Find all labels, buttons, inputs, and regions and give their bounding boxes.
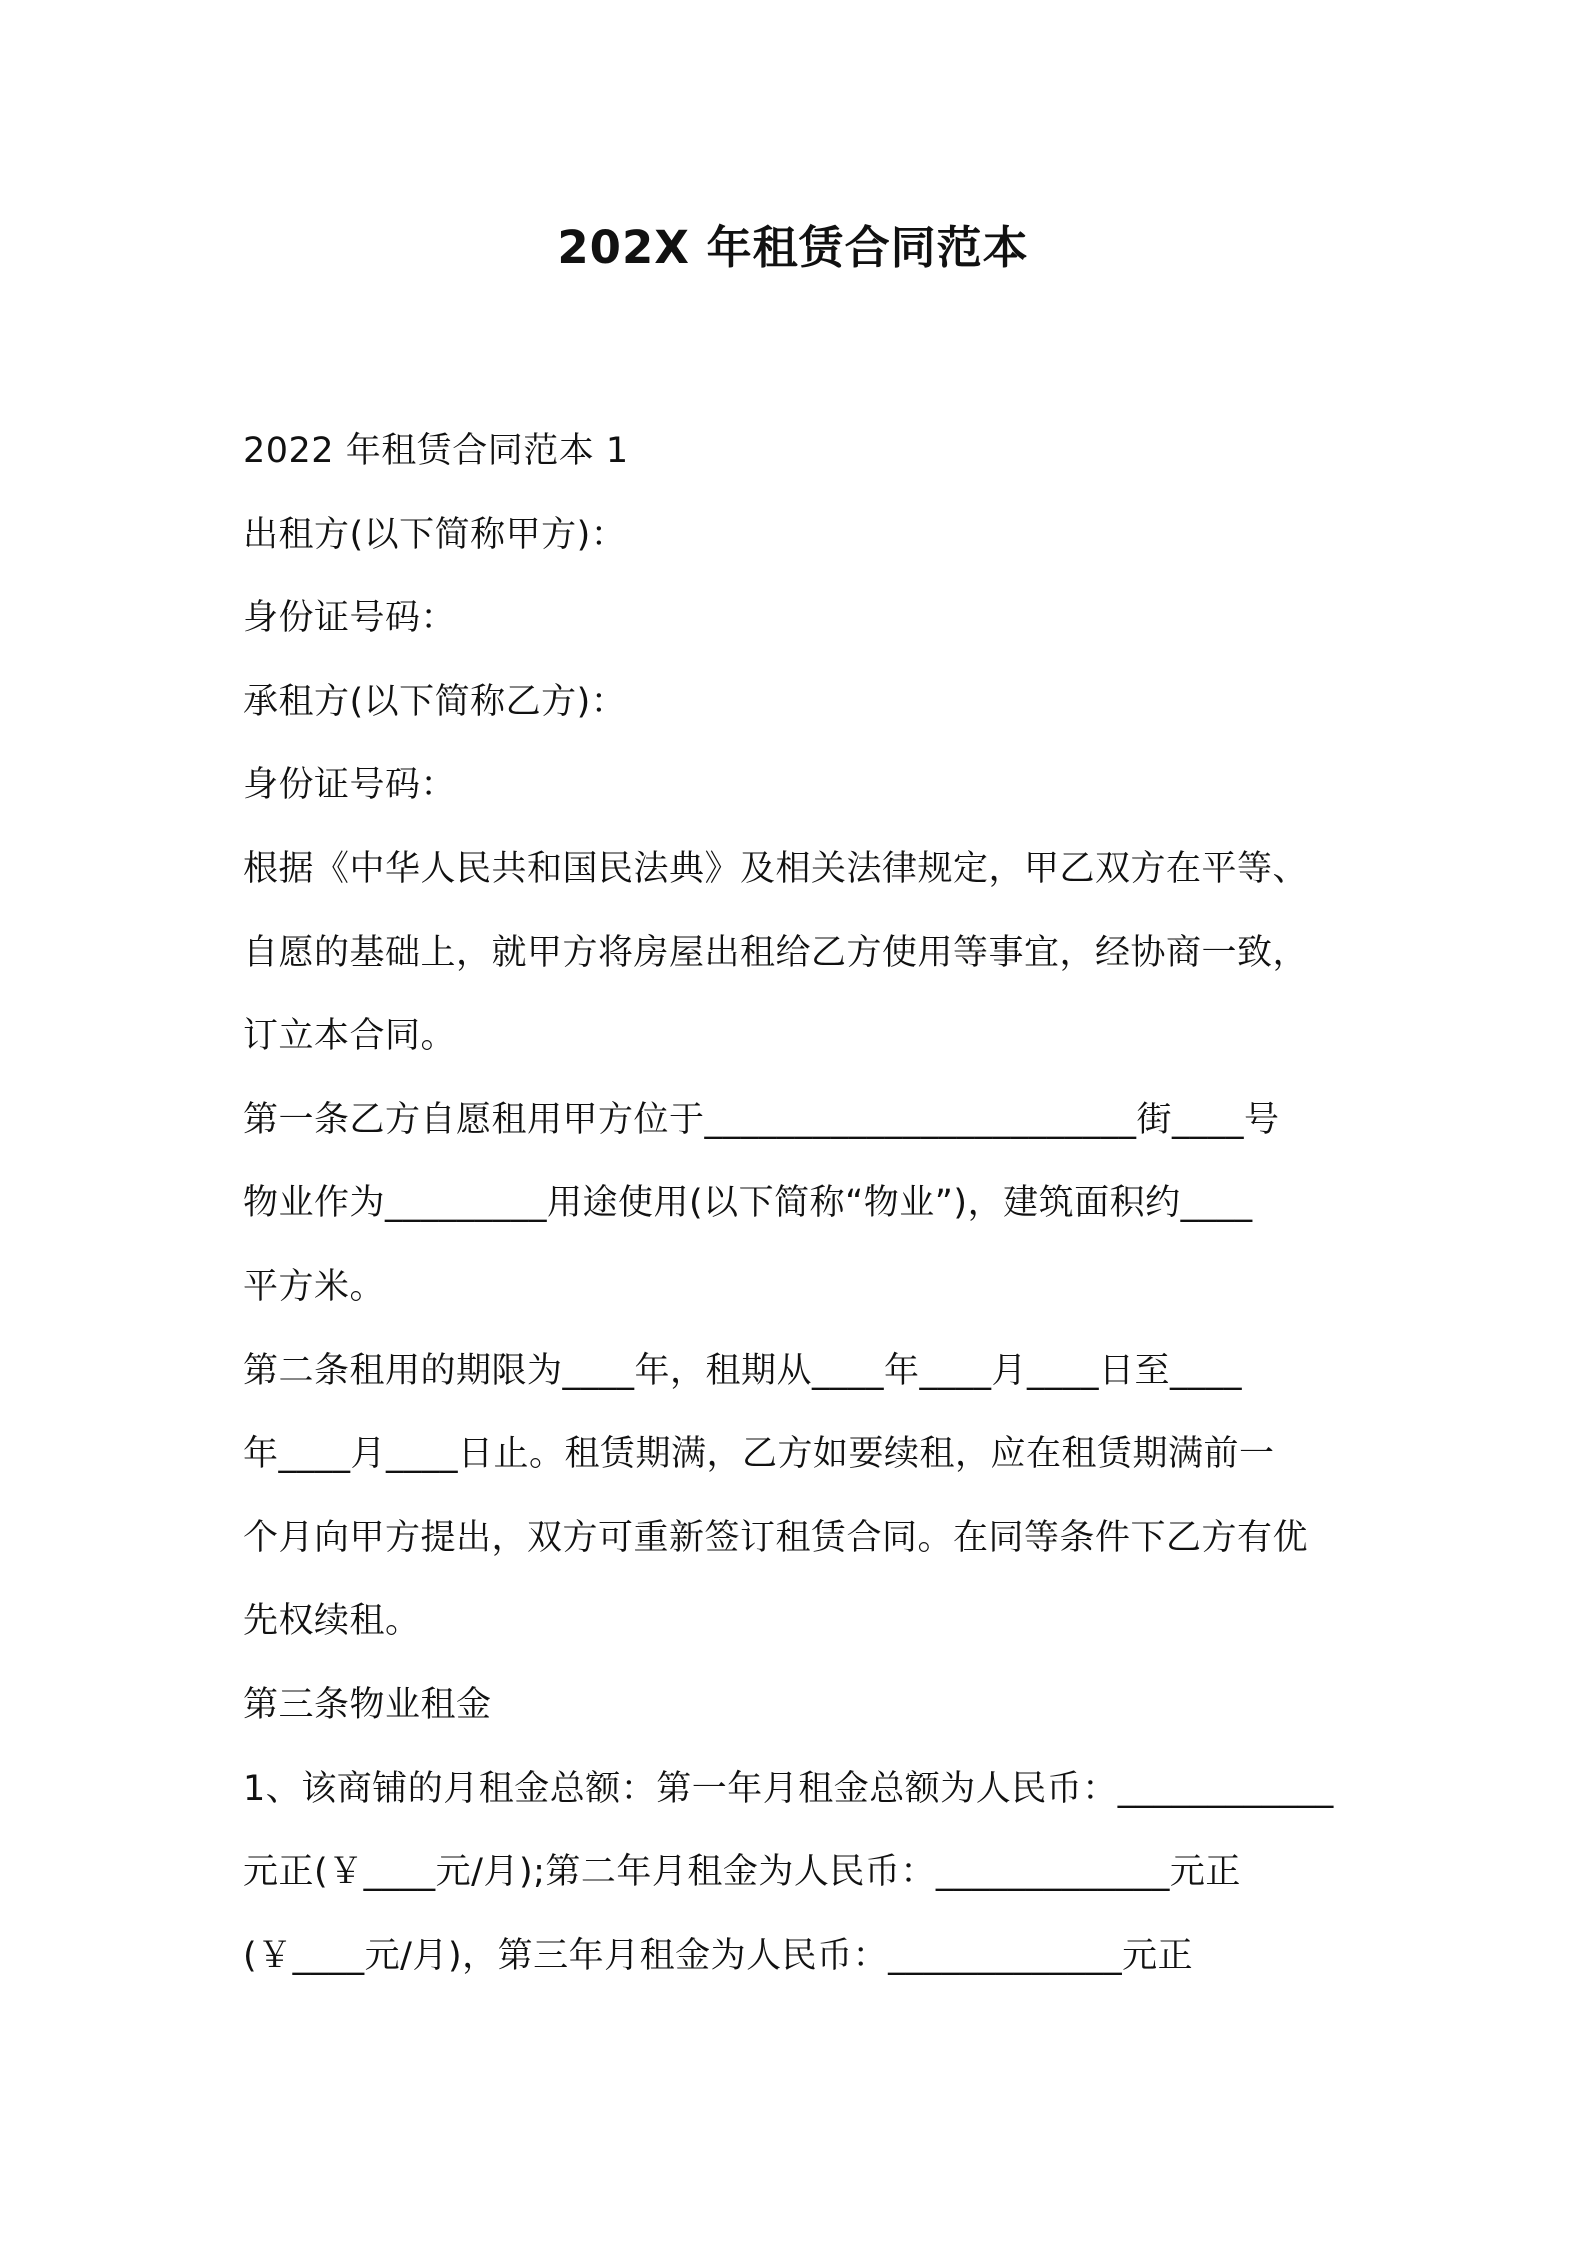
article-1-line: 平方米。: [243, 1266, 386, 1307]
article-2-line: 个月向甲方提出，双方可重新签订租赁合同。在同等条件下乙方有优: [243, 1517, 1309, 1558]
rent-line: (￥____元/月)，第三年月租金为人民币：_____________元正: [243, 1935, 1194, 1976]
document-title: 202X 年租赁合同范本: [557, 221, 1029, 274]
article-1-line: 第一条乙方自愿租用甲方位于________________________街____号: [243, 1099, 1280, 1140]
article-3-heading: 第三条物业租金: [243, 1684, 492, 1725]
lessee-line: 承租方(以下简称乙方)：: [243, 681, 627, 722]
document-body: [243, 410, 1363, 1998]
rent-line: 元正(￥____元/月);第二年月租金为人民币：_____________元正: [243, 1852, 1241, 1893]
preamble-line: 自愿的基础上，就甲方将房屋出租给乙方使用等事宜，经协商一致，: [243, 932, 1309, 973]
lessor-id-line: 身份证号码：: [243, 598, 457, 639]
preamble-line: 根据《中华人民共和国民法典》及相关法律规定，甲乙双方在平等、: [243, 848, 1309, 889]
lessee-id-line: 身份证号码：: [243, 765, 457, 806]
article-1-line: 物业作为_________用途使用(以下简称“物业”)，建筑面积约____: [243, 1183, 1253, 1224]
rent-line: 1、该商铺的月租金总额：第一年月租金总额为人民币：____________: [243, 1768, 1334, 1809]
article-2-line: 先权续租。: [243, 1601, 421, 1642]
preamble-line: 订立本合同。: [243, 1016, 457, 1057]
contract-heading: 2022 年租赁合同范本 1: [243, 431, 629, 471]
article-2-line: 年____月____日止。租赁期满，乙方如要续租，应在租赁期满前一: [243, 1434, 1275, 1475]
article-2-line: 第二条租用的期限为____年，租期从____年____月____日至____: [243, 1350, 1243, 1391]
lessor-line: 出租方(以下简称甲方)：: [243, 514, 627, 555]
